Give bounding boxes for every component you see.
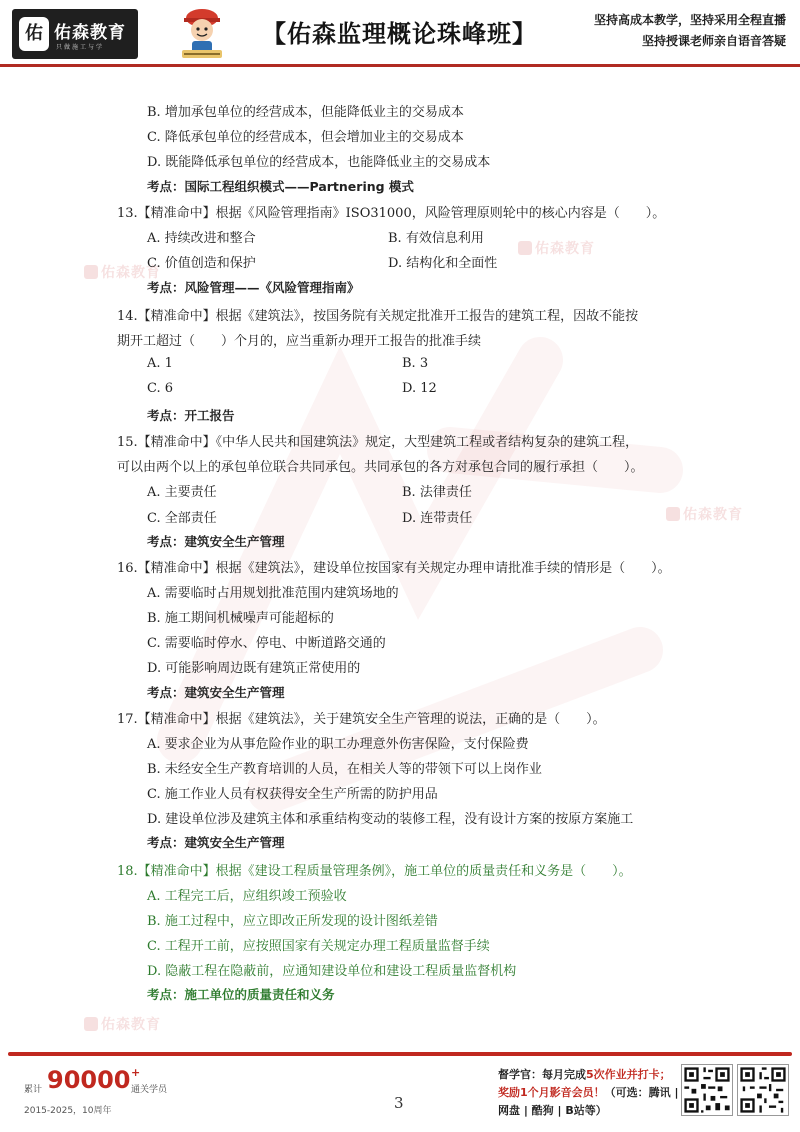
option-text: C. 降低承包单位的经营成本，但会增加业主的交易成本 <box>147 130 464 145</box>
option-text: B. 施工期间机械噪声可能超标的 <box>147 611 334 626</box>
option-text: D. 既能降低承包单位的经营成本，也能降低业主的交易成本 <box>147 155 491 170</box>
option-text: A. 工程完工后，应组织竣工预验收 <box>147 889 347 904</box>
header-slogan-line1: 坚持高成本教学，坚持采用全程直播 <box>593 13 786 27</box>
logo-name: 佑森教育 <box>54 23 126 43</box>
footer-count-suffix: 通关学员 <box>131 1085 168 1095</box>
option-text: B. 法律责任 <box>402 485 472 500</box>
watermark-right-top: 佑森教育 <box>518 238 595 258</box>
page-number: 3 <box>394 1094 404 1112</box>
option-text: A. 持续改进和整合 <box>147 231 256 246</box>
key-point: 考点：建筑安全生产管理 <box>147 835 285 850</box>
footer-count-number: 90000 <box>47 1066 131 1094</box>
question-13: 13.【精准命中】根据《风险管理指南》ISO31000，风险管理原则轮中的核心内容是（ ）。 <box>117 206 666 221</box>
header-slogan-line2: 坚持授课老师亲自语音答疑 <box>641 34 786 48</box>
option-text: C. 施工作业人员有权获得安全生产所需的防护用品 <box>147 787 438 802</box>
promo-line2-a: 奖励1个月影音会员！ <box>498 1086 605 1099</box>
footer-promo <box>498 1066 679 1120</box>
option-text: C. 价值创造和保护 <box>147 256 256 271</box>
option-text: B. 未经安全生产教育培训的人员，在相关人等的带领下可以上岗作业 <box>147 762 542 777</box>
option-text: A. 需要临时占用规划批准范围内建筑场地的 <box>147 586 399 601</box>
footer-count-plus: + <box>131 1066 141 1079</box>
option-text: D. 隐蔽工程在隐蔽前，应通知建设单位和建设工程质量监督机构 <box>147 964 517 979</box>
option-text: B. 施工过程中，应立即改正所发现的设计图纸差错 <box>147 914 438 929</box>
option-text: A. 要求企业为从事危险作业的职工办理意外伤害保险，支付保险费 <box>147 737 529 752</box>
qr-code-icon[interactable] <box>681 1064 733 1116</box>
option-text: C. 6 <box>147 381 174 396</box>
option-text: D. 12 <box>402 381 437 396</box>
option-text: C. 需要临时停水、停电、中断道路交通的 <box>147 636 386 651</box>
promo-line1-a: 督学官：每月完成 <box>498 1068 586 1081</box>
key-point: 考点：建筑安全生产管理 <box>147 534 285 549</box>
option-text: A. 主要责任 <box>147 485 217 500</box>
promo-line2-b: （可选：腾讯 | <box>604 1086 679 1099</box>
promo-line1-b: 5次作业并打卡； <box>586 1068 671 1081</box>
option-text: D. 建设单位涉及建筑主体和承重结构变动的装修工程，没有设计方案的按原方案施工 <box>147 812 634 827</box>
watermark-left-top: 佑森教育 <box>84 262 161 282</box>
option-text: C. 工程开工前，应按照国家有关规定办理工程质量监督手续 <box>147 939 490 954</box>
option-text: B. 增加承包单位的经营成本，但能降低业主的交易成本 <box>147 105 464 120</box>
question-16: 16.【精准命中】根据《建筑法》，建设单位按国家有关规定办理申请批准手续的情形是（ ）。 <box>117 561 671 576</box>
key-point: 考点：开工报告 <box>147 408 235 423</box>
footer-count-label: 累计 <box>24 1085 43 1095</box>
option-text: C. 全部责任 <box>147 511 217 526</box>
option-text: D. 结构化和全面性 <box>388 256 498 271</box>
footer-divider <box>8 1052 792 1056</box>
option-text: D. 可能影响周边既有建筑正常使用的 <box>147 661 361 676</box>
question-14: 14.【精准命中】根据《建筑法》，按国务院有关规定批准开工报告的建筑工程，因故不能按 <box>117 309 639 324</box>
question-14-cont: 期开工超过（ ）个月的，应当重新办理开工报告的批准手续 <box>117 334 482 349</box>
logo-mark-icon: 佑 <box>19 17 49 51</box>
option-text: B. 有效信息利用 <box>388 231 484 246</box>
logo-slogan: 只做施工与学 <box>56 44 105 51</box>
option-text: D. 连带责任 <box>402 511 473 526</box>
watermark-left-bottom: 佑森教育 <box>84 1014 161 1034</box>
option-text: B. 3 <box>402 356 429 371</box>
key-point: 考点：国际工程组织模式——Partnering 模式 <box>147 179 414 194</box>
key-point: 考点：建筑安全生产管理 <box>147 685 285 700</box>
promo-line3: 网盘 | 酷狗 | B站等） <box>498 1104 607 1117</box>
question-17: 17.【精准命中】根据《建筑法》，关于建筑安全生产管理的说法，正确的是（ ）。 <box>117 712 606 727</box>
header-title: 【佑森监理概论珠峰班】 <box>262 20 537 48</box>
option-text: A. 1 <box>147 356 173 371</box>
question-18: 18.【精准命中】根据《建设工程质量管理条例》，施工单位的质量责任和义务是（ ）。 <box>117 864 632 879</box>
question-15-cont: 可以由两个以上的承包单位联合共同承包。共同承包的各方对承包合同的履行承担（ ）。 <box>117 460 644 475</box>
watermark-right-mid: 佑森教育 <box>666 504 743 524</box>
qr-code-icon[interactable] <box>737 1064 789 1116</box>
key-point: 考点：风险管理——《风险管理指南》 <box>147 280 360 295</box>
question-15: 15.【精准命中】《中华人民共和国建筑法》规定，大型建筑工程或者结构复杂的建筑工程， <box>117 435 639 450</box>
key-point: 考点：施工单位的质量责任和义务 <box>147 987 335 1002</box>
footer-years: 2015-2025，10周年 <box>24 1106 112 1116</box>
